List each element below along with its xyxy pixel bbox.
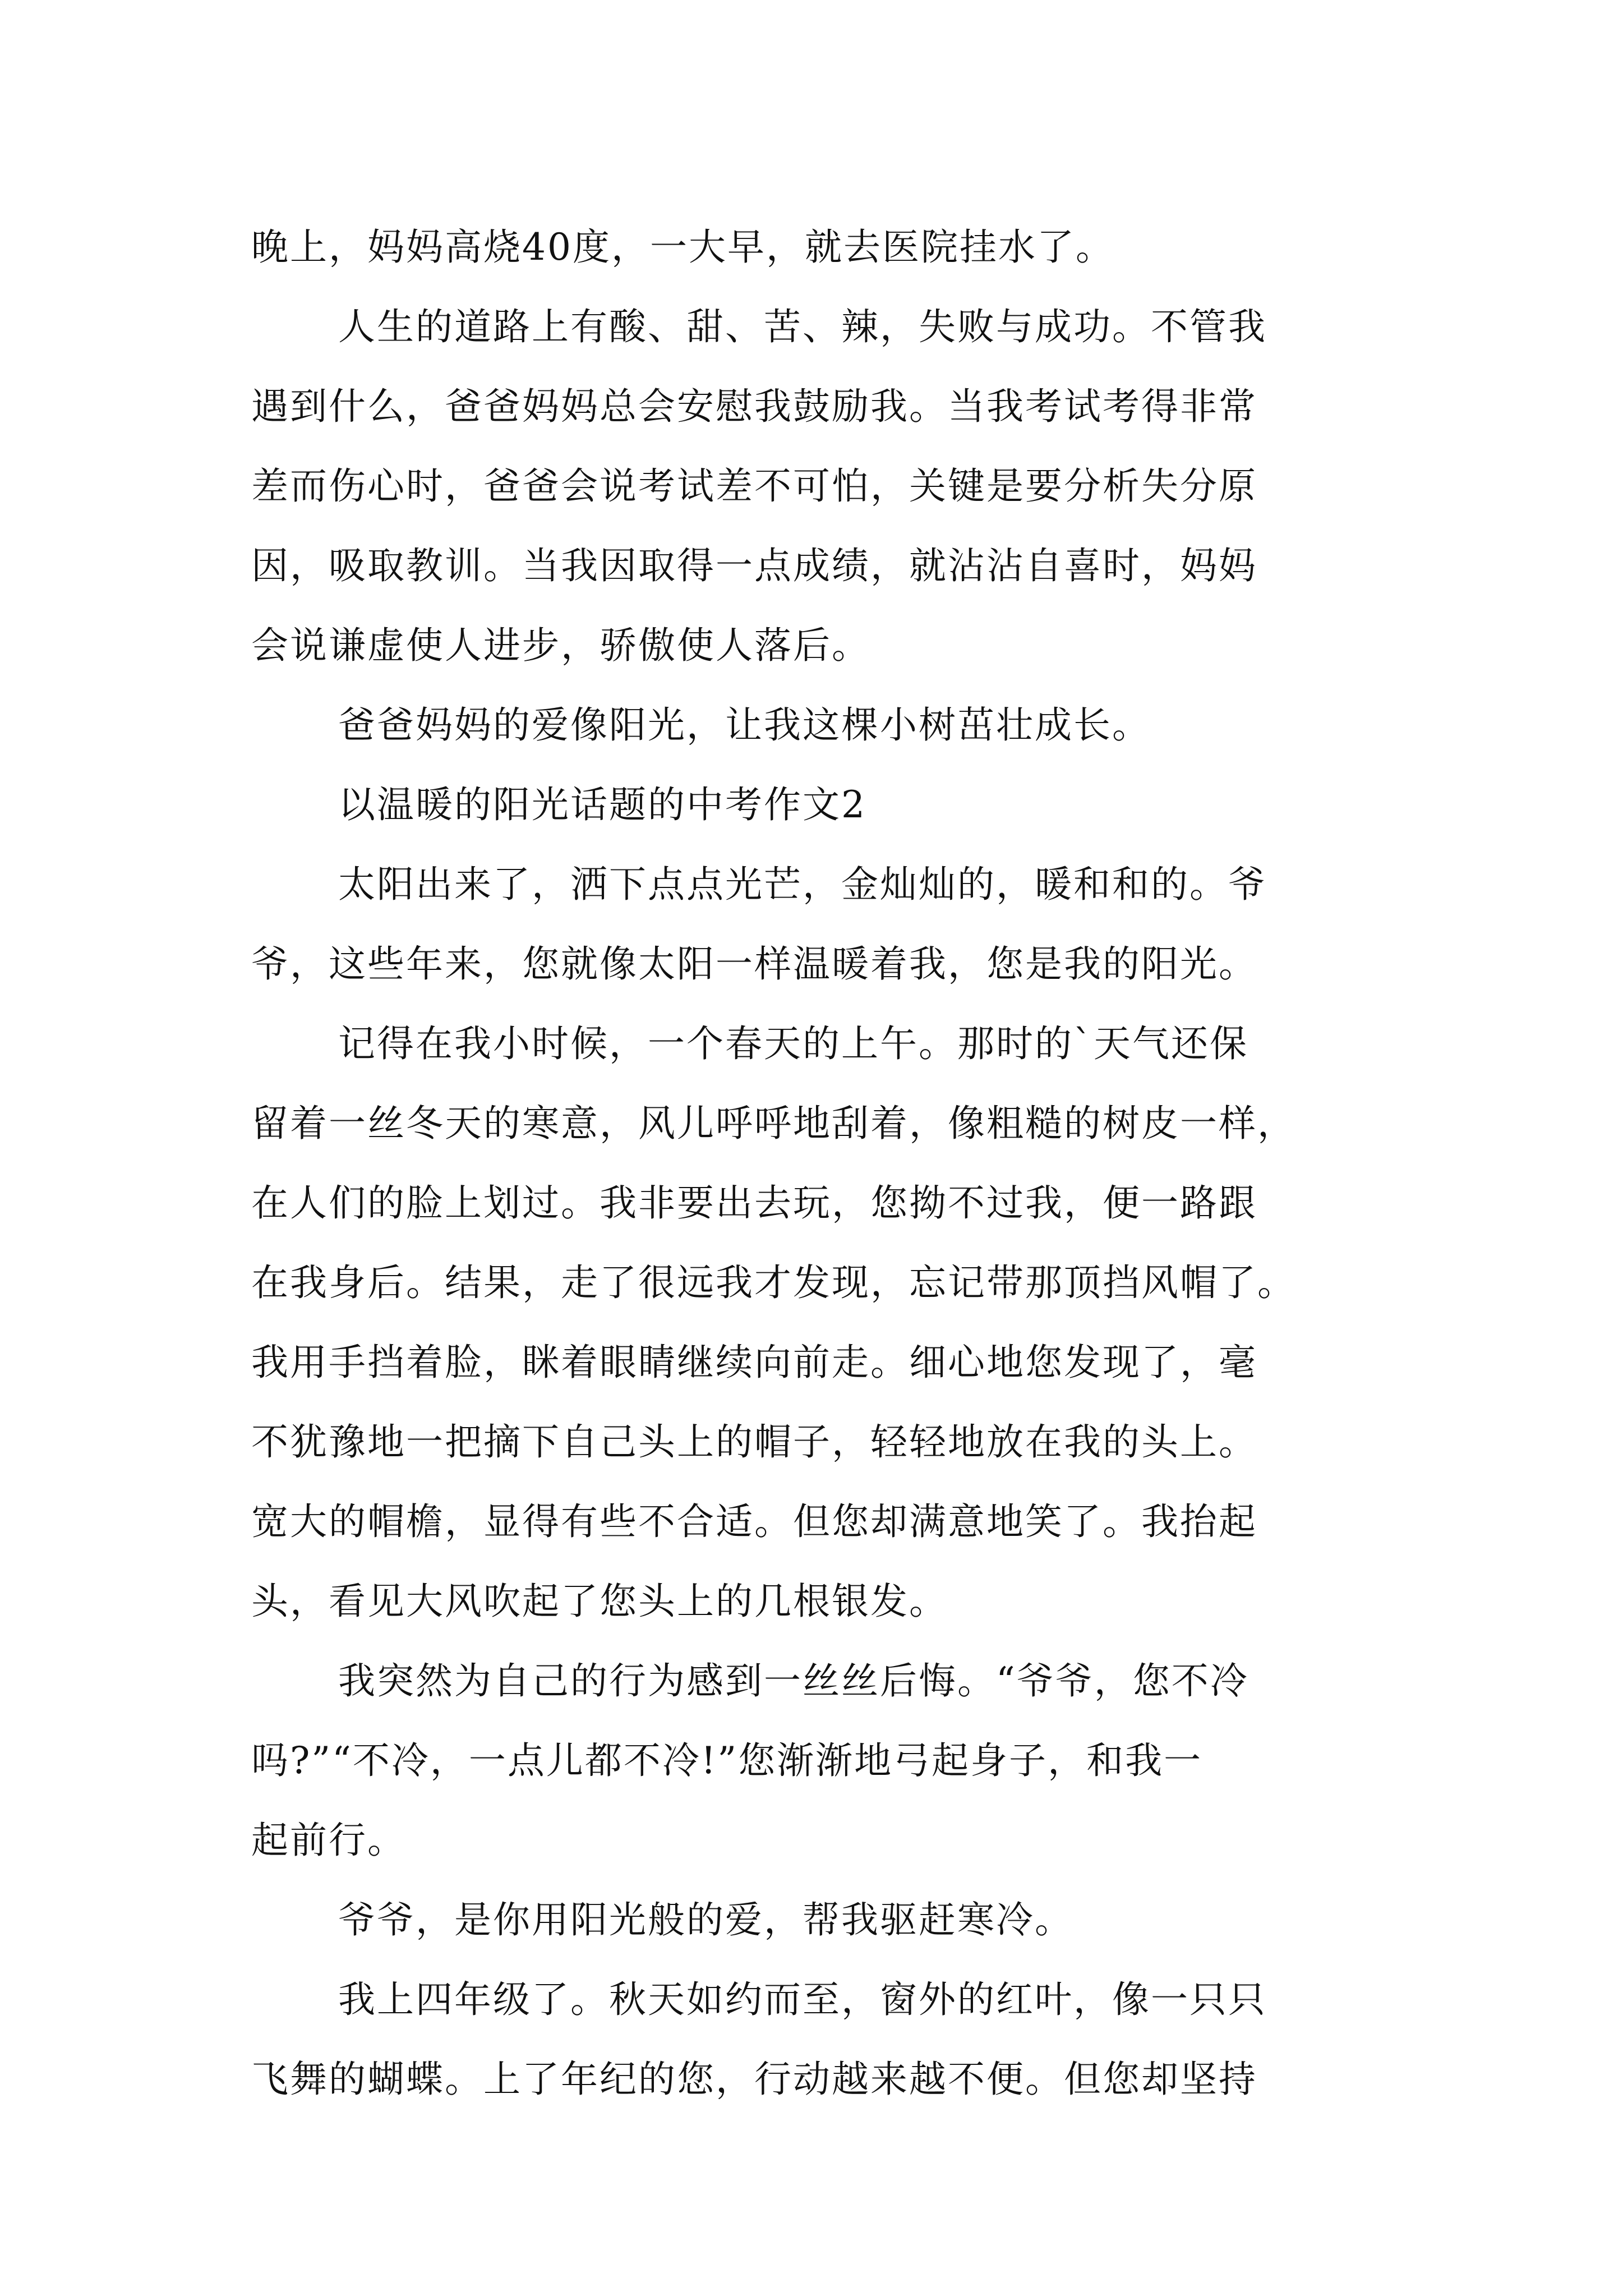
text-line: 会说谦虚使人进步，骄傲使人落后。 bbox=[251, 624, 870, 667]
text-line: 我上四年级了。秋天如约而至，窗外的红叶，像一只只 bbox=[338, 1978, 1267, 2021]
text-line: 差而伤心时，爸爸会说考试差不可怕，关键是要分析失分原 bbox=[251, 464, 1257, 508]
text-line: 宽大的帽檐，显得有些不合适。但您却满意地笑了。我抬起 bbox=[251, 1500, 1257, 1543]
text-line: 我突然为自己的行为感到一丝丝后悔。“爷爷，您不冷 bbox=[338, 1659, 1249, 1703]
text-line: 不犹豫地一把摘下自己头上的帽子，轻轻地放在我的头上。 bbox=[251, 1420, 1257, 1464]
text-line: 记得在我小时候，一个春天的上午。那时的`天气还保 bbox=[338, 1022, 1248, 1065]
text-line: 在人们的脸上划过。我非要出去玩，您拗不过我，便一路跟 bbox=[251, 1181, 1257, 1225]
text-line: 起前行。 bbox=[251, 1819, 406, 1862]
text-line: 头，看见大风吹起了您头上的几根银发。 bbox=[251, 1580, 948, 1623]
text-line: 爷，这些年来，您就像太阳一样温暖着我，您是我的阳光。 bbox=[251, 942, 1257, 986]
text-line: 爷爷，是你用阳光般的爱，帮我驱赶寒冷。 bbox=[338, 1898, 1073, 1941]
text-line: 在我身后。结果，走了很远我才发现，忘记带那顶挡风帽了。 bbox=[251, 1261, 1296, 1304]
document-body bbox=[251, 208, 1378, 2119]
text-line: 吗?”“不冷，一点儿都不冷!”您渐渐地弓起身子，和我一 bbox=[251, 1739, 1203, 1782]
text-line: 人生的道路上有酸、甜、苦、辣，失败与成功。不管我 bbox=[338, 305, 1267, 348]
text-line: 我用手挡着脸，眯着眼睛继续向前走。细心地您发现了，毫 bbox=[251, 1341, 1257, 1384]
text-line: 遇到什么，爸爸妈妈总会安慰我鼓励我。当我考试考得非常 bbox=[251, 385, 1257, 428]
text-line: 太阳出来了，洒下点点光芒，金灿灿的，暖和和的。爷 bbox=[338, 863, 1267, 906]
text-line: 晚上，妈妈高烧40度，一大早，就去医院挂水了。 bbox=[251, 226, 1114, 269]
text-line: 留着一丝冬天的寒意，风儿呼呼地刮着，像粗糙的树皮一样， bbox=[251, 1102, 1296, 1145]
text-line: 因，吸取教训。当我因取得一点成绩，就沾沾自喜时，妈妈 bbox=[251, 544, 1257, 587]
text-line: 爸爸妈妈的爱像阳光，让我这棵小树茁壮成长。 bbox=[338, 703, 1151, 747]
text-line: 以温暖的阳光话题的中考作文2 bbox=[338, 783, 866, 826]
text-line: 飞舞的蝴蝶。上了年纪的您，行动越来越不便。但您却坚持 bbox=[251, 2058, 1257, 2101]
